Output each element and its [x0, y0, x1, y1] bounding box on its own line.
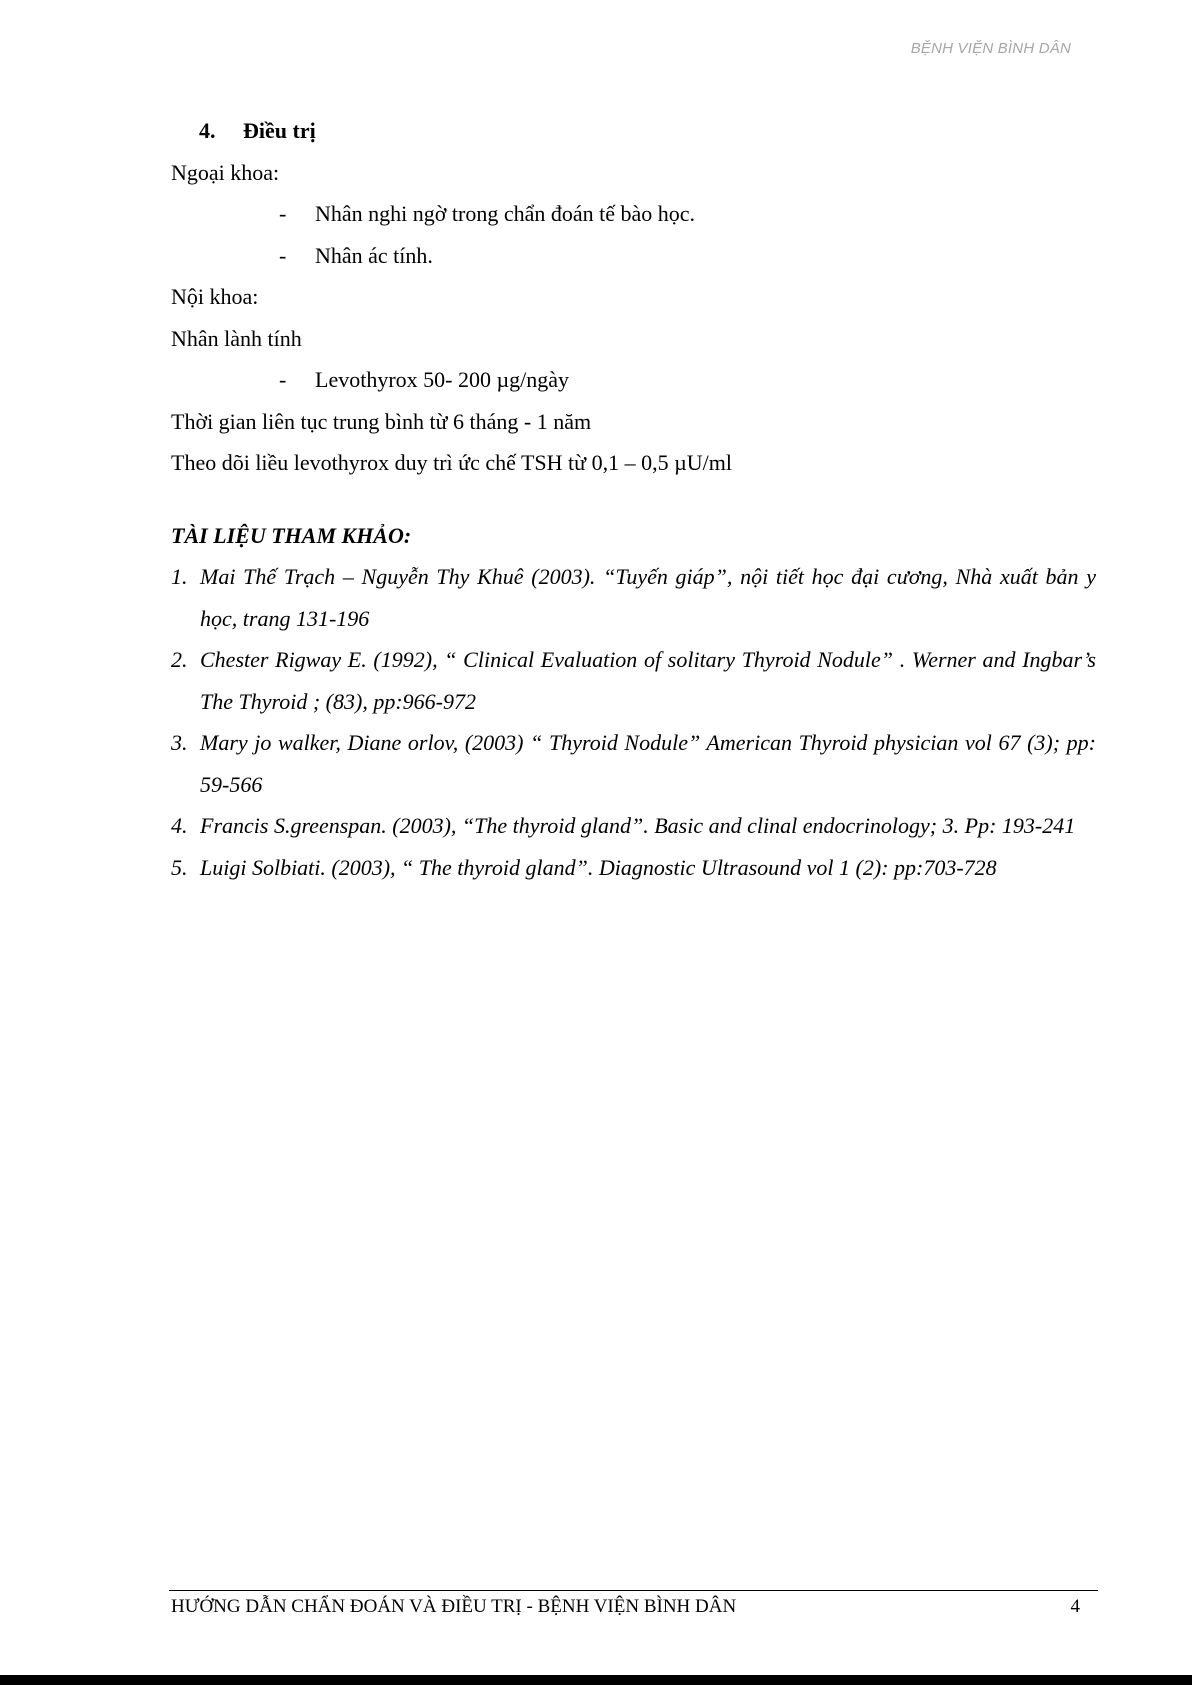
reference-number: 5.: [171, 854, 188, 880]
page-number: 4: [1070, 1596, 1080, 1617]
duration-line: Thời gian liên tục trung bình từ 6 tháng - 1 năm: [171, 408, 592, 434]
surgical-item: [171, 193, 1096, 235]
page-content: [171, 110, 1096, 888]
bottom-edge-band: [0, 1675, 1192, 1685]
medical-item: [171, 359, 1096, 401]
reference-number: 1.: [171, 564, 188, 589]
reference-item: [171, 722, 1096, 805]
section-heading: [171, 110, 1096, 152]
bullet-dash: -: [279, 201, 287, 226]
references-title: TÀI LIỆU THAM KHẢO:: [171, 522, 412, 548]
surgical-item-text: Nhân nghi ngờ trong chẩn đoán tế bào học.: [315, 201, 696, 226]
surgical-item: [171, 235, 1096, 277]
surgical-item-text: Nhân ác tính.: [315, 242, 433, 268]
reference-item: [171, 639, 1096, 722]
reference-item: [171, 847, 1096, 889]
monitor-line: Theo dõi liều levothyrox duy trì ức chế TSH từ 0,1 – 0,5 µU/ml: [171, 450, 732, 475]
reference-text: Mai Thế Trạch – Nguyễn Thy Khuê (2003). “Tuyến giáp”, nội tiết học đại cương, Nhà xuất bản y học, trang 131-196: [200, 564, 1096, 631]
reference-text: Luigi Solbiati. (2003), “ The thyroid gland”. Diagnostic Ultrasound vol 1 (2): pp:703-728: [200, 854, 997, 880]
reference-text: Mary jo walker, Diane orlov, (2003) “ Thyroid Nodule” American Thyroid physician vol 67 (3); pp: 59-566: [200, 730, 1096, 797]
footer-title: HƯỚNG DẪN CHẨN ĐOÁN VÀ ĐIỀU TRỊ - BỆNH VIỆN BÌNH DÂN: [171, 1596, 737, 1617]
benign-label: Nhân lành tính: [171, 325, 302, 351]
reference-list: [171, 556, 1096, 888]
reference-number: 4.: [171, 813, 188, 838]
running-header: BỆNH VIỆN BÌNH DÂN: [910, 40, 1071, 57]
bullet-dash: -: [279, 242, 287, 268]
medical-label: Nội khoa:: [171, 284, 259, 309]
reference-text: Chester Rigway E. (1992), “ Clinical Evaluation of solitary Thyroid Nodule” . Werner and Ingbar’s The Thyroid ; (83), pp:966-972: [200, 647, 1096, 714]
reference-item: [171, 556, 1096, 639]
reference-text: Francis S.greenspan. (2003), “The thyroid gland”. Basic and clinal endocrinology; 3. Pp: 193-241: [200, 813, 1076, 838]
medical-item-text: Levothyrox 50- 200 µg/ngày: [315, 367, 570, 392]
bullet-dash: -: [279, 367, 287, 392]
reference-number: 2.: [171, 647, 188, 672]
section-title: Điều trị: [243, 118, 316, 143]
reference-item: [171, 805, 1096, 847]
surgical-label: Ngoại khoa:: [171, 159, 280, 185]
section-number: 4.: [199, 118, 216, 143]
reference-number: 3.: [171, 730, 188, 755]
footer-divider: [169, 1590, 1098, 1591]
